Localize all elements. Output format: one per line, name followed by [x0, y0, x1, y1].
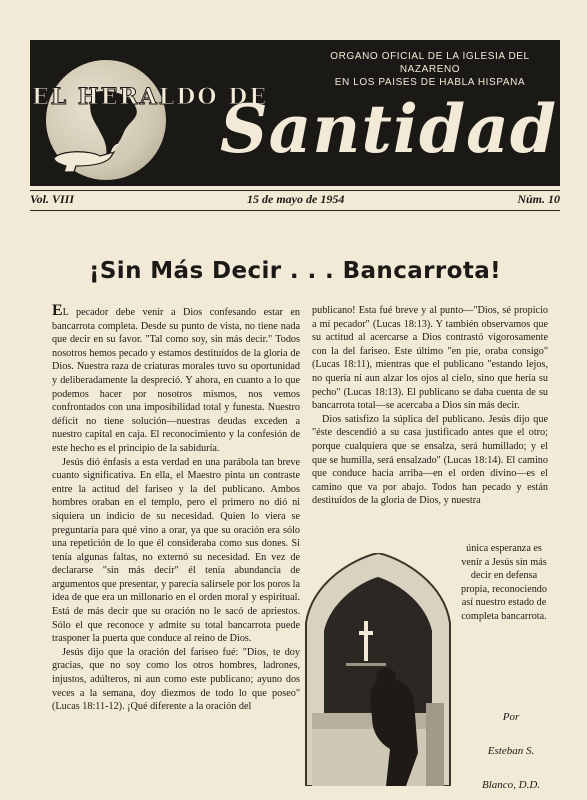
paragraph-3: Jesús dijo que la oración del fariseo fué: "Dios, te doy gracias, que no soy como los otros hombres, ladrones, injustos, adúlteros, ni aun como este publicano; ayuno dos veces a la semana, doy diezmos de todo lo que poseo" (Lucas 18:11-12). ¡Qué diferente a la oración del	[52, 646, 300, 713]
issue-info	[30, 192, 560, 207]
byline-title: Blanco, D.D.	[481, 779, 541, 791]
lamp-icon	[50, 144, 120, 174]
paragraph-1	[52, 304, 300, 456]
praying-man-photo	[302, 553, 454, 786]
masthead-subtitle	[300, 50, 560, 89]
article-byline	[466, 700, 556, 800]
byline-name: Esteban S.	[487, 745, 535, 757]
masthead-title-top: EL HERALDO DE	[32, 84, 269, 110]
paragraph-1-text: L pecador debe venir a Dios confesando estar en bancarrota completa. Desde su punto de vista, no tiene nada que decir en su favor. "Tal como soy, sin más decir." Todos nosotros hemos pecado y estamos destituídos de la gloria de Dios. Nuestra raza de criaturas morales tuvo su oportunidad y deliberadamente la despreció. Y ahora, en cuanto a lo que podemos hacer por nosotros mismos, nos vemos confrontados con una imposibilidad total y funesta. Nuestro déficit no tiene solución—nuestras deudas exceden a nuestro capital en caja. El reconocimiento y la confesión de este hecho es el principio de la sabiduría.	[52, 307, 300, 454]
article-narrow-column	[460, 542, 548, 624]
issue-date: 15 de mayo de 1954	[247, 192, 345, 206]
issue-number: Núm. 10	[517, 192, 560, 206]
drop-cap: E	[52, 302, 63, 319]
paragraph-6: única esperanza es venir a Jesús sin más decir en defensa propia, reconociendo así nuestro estado de completa bancarrota.	[461, 543, 547, 622]
paragraph-4: publicano! Esta fué breve y al punto—"Dios, sé propicio a mí pecador" (Lucas 18:13). Y también observamos que su actitud al acercarse a Dios contrastó vigorosamente con la del fariseo. Este último "en pie, oraba consigo" (Lucas 18:11), mientras que el publicano "estando lejos, no quería ni aun alzar los ojos al cielo, sino que hería su pecho" (Lucas 18:13). El publicano se daba cuenta de su bancarrota total—se acercaba a Dios sin más decir.	[312, 305, 548, 412]
org-line-1: ORGANO OFICIAL DE LA IGLESIA DEL NAZARENO	[330, 51, 530, 75]
masthead-title-main: Santidad	[220, 90, 558, 168]
article-column-right	[312, 304, 548, 508]
article-headline: ¡Sin Más Decir . . . Bancarrota!	[88, 258, 502, 284]
masthead	[30, 40, 560, 186]
org-line-2: EN LOS PAISES DE HABLA HISPANA	[334, 77, 526, 88]
byline-por: Por	[502, 711, 520, 723]
divider-top	[30, 190, 560, 191]
paragraph-5: Dios satisfizo la súplica del publicano. Jesús dijo que "éste descendió a su casa justificado antes que el otro; porque cualquiera que se ensalza, será humillado; y el que se humilla, será ensalzado" (Lucas 18:14). El camino que conduce hacia arriba—en el orden divino—es el camino que va por abajo. Todos han pecado y están destituídos de la gloria de Dios, y nuestra	[312, 413, 548, 507]
divider-bottom	[30, 210, 560, 211]
paragraph-2: Jesús dió énfasis a esta verdad en una parábola tan breve cuanto significativa. En ella, el Maestro pinta un contraste entre la actitud del fariseo y la del publicano. Ambos hombres oraban en el templo, pero el primero no dió ni siquiera un indicio de su necesidad. Quien lo viera se preguntaría para qué vino a orar, ya que su oración era sólo una repetición de lo que él consideraba como sus dones. Si tenía algunas faltas, no externó su necesidad. En vez de declararse "sin más decir" él tenía abundancia de argumentos que presentar, y parecía salirsele por los poros la idea de que era un millonario en el orden moral y espiritual. Está de más decir que su oración no le sacó de apriestos. Sólo el que reconoce y admite su total bancarrota puede trasponer la puerta que conduce al reino de Dios.	[52, 456, 300, 645]
article-column-left	[52, 304, 300, 714]
volume-label: Vol. VIII	[30, 192, 75, 206]
